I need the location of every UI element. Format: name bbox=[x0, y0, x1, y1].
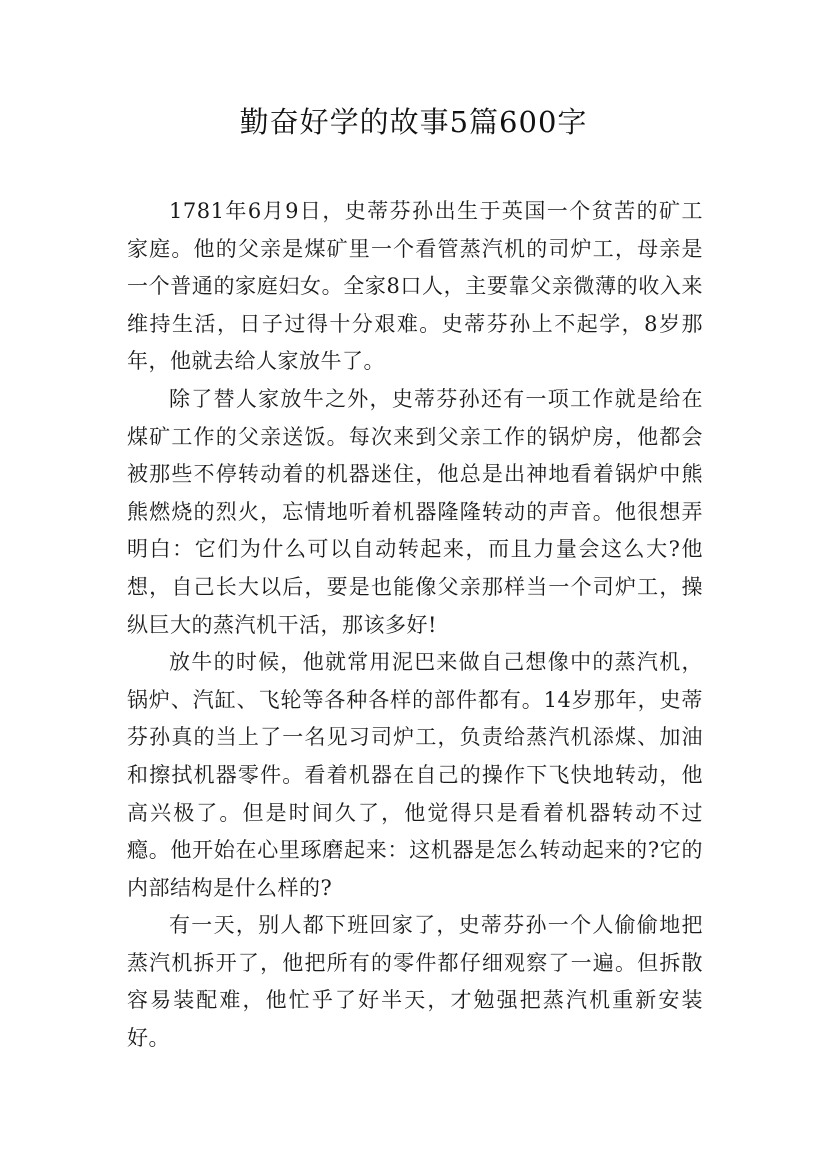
paragraph-1: 1781年6月9日，史蒂芬孙出生于英国一个贫苦的矿工家庭。他的父亲是煤矿里一个看管蒸汽机的司炉工，母亲是一个普通的家庭妇女。全家8口人，主要靠父亲微薄的收入来维持生活，日子过得十分艰难。史蒂芬孙上不起学，8岁那年，他就去给人家放牛了。 bbox=[127, 199, 703, 374]
paragraph-2: 除了替人家放牛之外，史蒂芬孙还有一项工作就是给在煤矿工作的父亲送饭。每次来到父亲工作的锅炉房，他都会被那些不停转动着的机器迷住，他总是出神地看着锅炉中熊熊燃烧的烈火，忘情地听着机器隆隆转动的声音。他很想弄明白：它们为什么可以自动转起来，而且力量会这么大?他想，自己长大以后，要是也能像父亲那样当一个司炉工，操纵巨大的蒸汽机干活，那该多好! bbox=[127, 386, 703, 637]
paragraph-3: 放牛的时候，他就常用泥巴来做自己想像中的蒸汽机，锅炉、汽缸、飞轮等各种各样的部件都有。14岁那年，史蒂芬孙真的当上了一名见习司炉工，负责给蒸汽机添煤、加油和擦拭机器零件。看着机器在自己的操作下飞快地转动，他高兴极了。但是时间久了，他觉得只是看着机器转动不过瘾。他开始在心里琢磨起来：这机器是怎么转动起来的?它的内部结构是什么样的? bbox=[127, 650, 703, 900]
document-body bbox=[127, 193, 703, 1058]
paragraph-4: 有一天，别人都下班回家了，史蒂芬孙一个人偷偷地把蒸汽机拆开了，他把所有的零件都仔细观察了一遍。但拆散容易装配难，他忙乎了好半天，才勉强把蒸汽机重新安装好。 bbox=[127, 913, 703, 1051]
document-title: 勤奋好学的故事5篇600字 bbox=[239, 105, 588, 139]
